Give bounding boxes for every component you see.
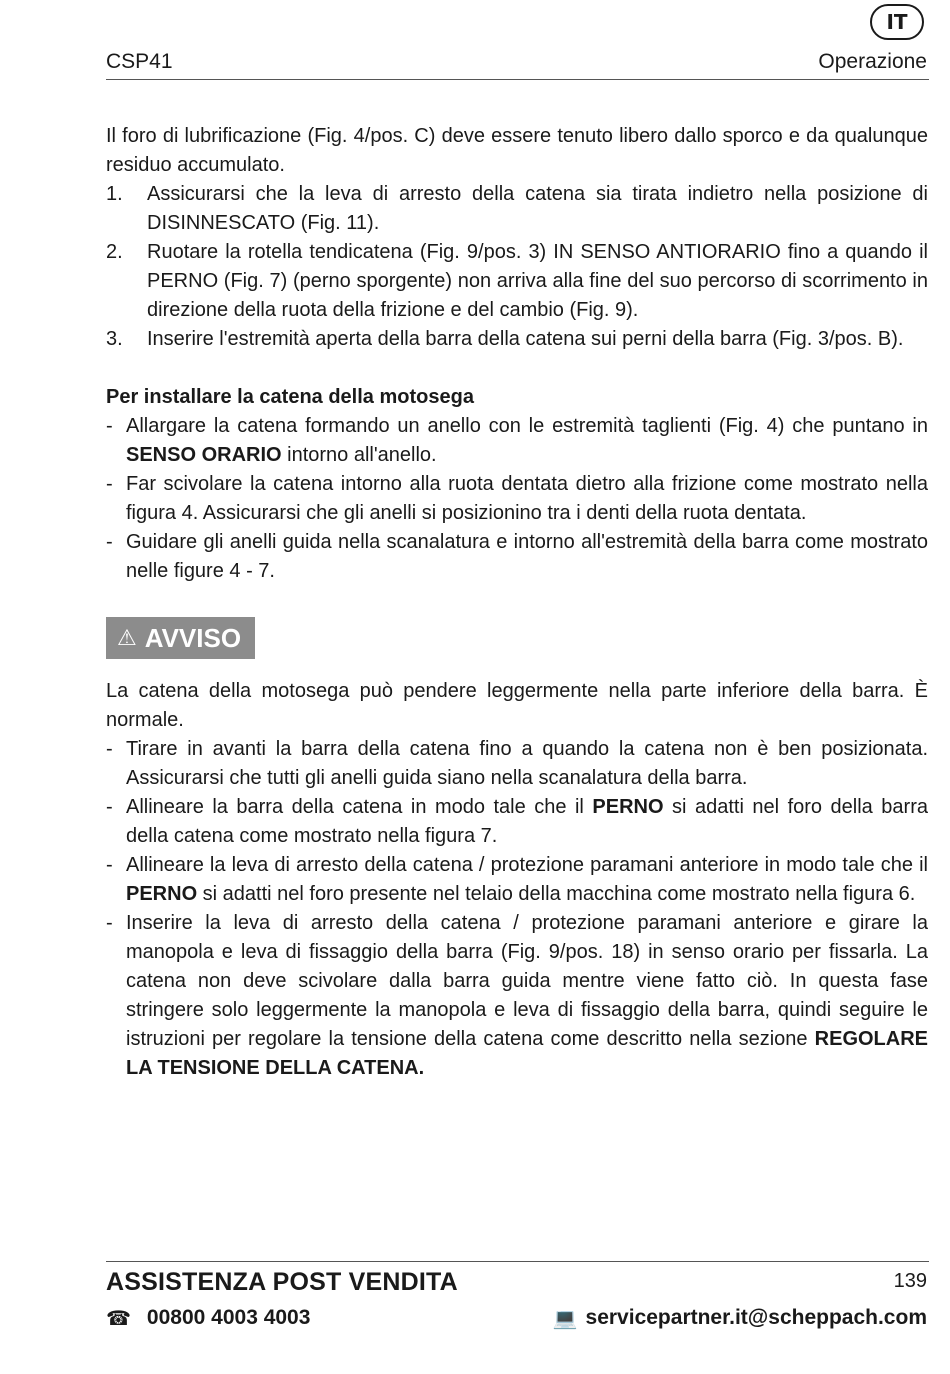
bullet-item	[106, 851, 928, 909]
step-text: Ruotare la rotella tendicatena (Fig. 9/pos. 3) IN SENSO ANTIORARIO fino a quando il PERNO (Fig. 7) (perno sporgente) non arriva alla fine del suo percorso di scorrimento in direzione della ruota della frizione e del cambio (Fig. 9).	[147, 241, 928, 321]
bullet-item	[106, 528, 928, 586]
language-badge: IT	[870, 4, 924, 40]
phone-number: 00800 4003 4003	[146, 1306, 311, 1329]
footer-divider	[106, 1261, 929, 1262]
step-text: Inserire l'estremità aperta della barra della catena sui perni della barra (Fig. 3/pos. B).	[147, 328, 904, 350]
step-number: 1.	[106, 183, 123, 205]
bullet-item	[106, 735, 928, 793]
bullet-item	[106, 793, 928, 851]
header-model: CSP41	[106, 50, 173, 73]
bold-term: REGOLARE LA TENSIONE DELLA CATENA.	[126, 1028, 928, 1079]
bullet-text: Allargare la catena formando un anello con le estremità taglienti (Fig. 4) che puntano in SENSO ORARIO intorno all'anello.	[126, 415, 928, 466]
bold-term: PERNO	[126, 883, 198, 905]
step-number: 2.	[106, 241, 123, 263]
bullet-item	[106, 470, 928, 528]
step-item	[106, 325, 928, 354]
step-item	[106, 180, 928, 238]
bold-term: PERNO	[592, 796, 664, 818]
step-item	[106, 238, 928, 325]
warning-icon: ⚠	[117, 625, 137, 651]
email-address: servicepartner.it@scheppach.com	[585, 1306, 927, 1329]
bullet-dash: -	[106, 473, 113, 495]
bullet-dash: -	[106, 854, 113, 876]
bullet-text: Tirare in avanti la barra della catena fino a quando la catena non è ben posizionata. Assicurarsi che tutti gli anelli guida siano nella scanalatura della barra.	[126, 738, 928, 789]
bullet-text: Allineare la leva di arresto della catena / protezione paramani anteriore in modo tale che il PERNO si adatti nel foro presente nel telaio della macchina come mostrato nella figura 6.	[126, 854, 928, 905]
notice-paragraph: La catena della motosega può pendere leggermente nella parte inferiore della barra. È normale.	[106, 680, 928, 731]
header-divider	[106, 79, 929, 80]
bullet-dash: -	[106, 738, 113, 760]
step-number: 3.	[106, 328, 123, 350]
footer-email	[553, 1306, 927, 1330]
notice-label: AVVISO	[144, 622, 242, 653]
bullet-text: Inserire la leva di arresto della catena / protezione paramani anteriore e girare la manopola e leva di fissaggio della barra (Fig. 9/pos. 18) in senso orario per fissarla. La catena non deve scivolare dalla barra guida mentre viene fatto ciò. In questa fase stringere solo leggermente la manopola e leva di fissaggio della barra, quindi seguire le istruzioni per regolare la tensione della catena come descritto nella sezione REGOLARE LA TENSIONE DELLA CATENA.	[126, 912, 928, 1079]
bullet-item	[106, 909, 928, 1083]
phone-icon: ☎	[106, 1306, 131, 1330]
notice-banner	[106, 617, 255, 659]
bullet-dash: -	[106, 912, 113, 934]
bold-term: SENSO ORARIO	[126, 444, 282, 466]
laptop-icon: 💻	[552, 1306, 578, 1330]
bullet-dash: -	[106, 415, 113, 437]
bullet-item	[106, 412, 928, 470]
footer-phone	[106, 1306, 310, 1330]
bullet-dash: -	[106, 796, 113, 818]
header-section: Operazione	[818, 50, 927, 73]
page-number: 139	[893, 1270, 927, 1292]
step-text: Assicurarsi che la leva di arresto della catena sia tirata indietro nella posizione di DISINNESCATO (Fig. 11).	[147, 183, 928, 234]
bullet-text: Guidare gli anelli guida nella scanalatura e intorno all'estremità della barra come mostrato nelle figure 4 - 7.	[126, 531, 928, 582]
bullet-text: Far scivolare la catena intorno alla ruota dentata dietro alla frizione come mostrato nella figura 4. Assicurarsi che gli anelli si posizionino tra i denti della ruota dentata.	[126, 473, 928, 524]
footer-title: ASSISTENZA POST VENDITA	[106, 1268, 458, 1296]
intro-paragraph: Il foro di lubrificazione (Fig. 4/pos. C) deve essere tenuto libero dallo sporco e da qualunque residuo accumulato.	[106, 125, 928, 176]
bullet-text: Allineare la barra della catena in modo tale che il PERNO si adatti nel foro della barra della catena come mostrato nella figura 7.	[126, 796, 928, 847]
bullet-dash: -	[106, 531, 113, 553]
section-heading: Per installare la catena della motosega	[106, 386, 474, 408]
page-content	[106, 122, 928, 1083]
